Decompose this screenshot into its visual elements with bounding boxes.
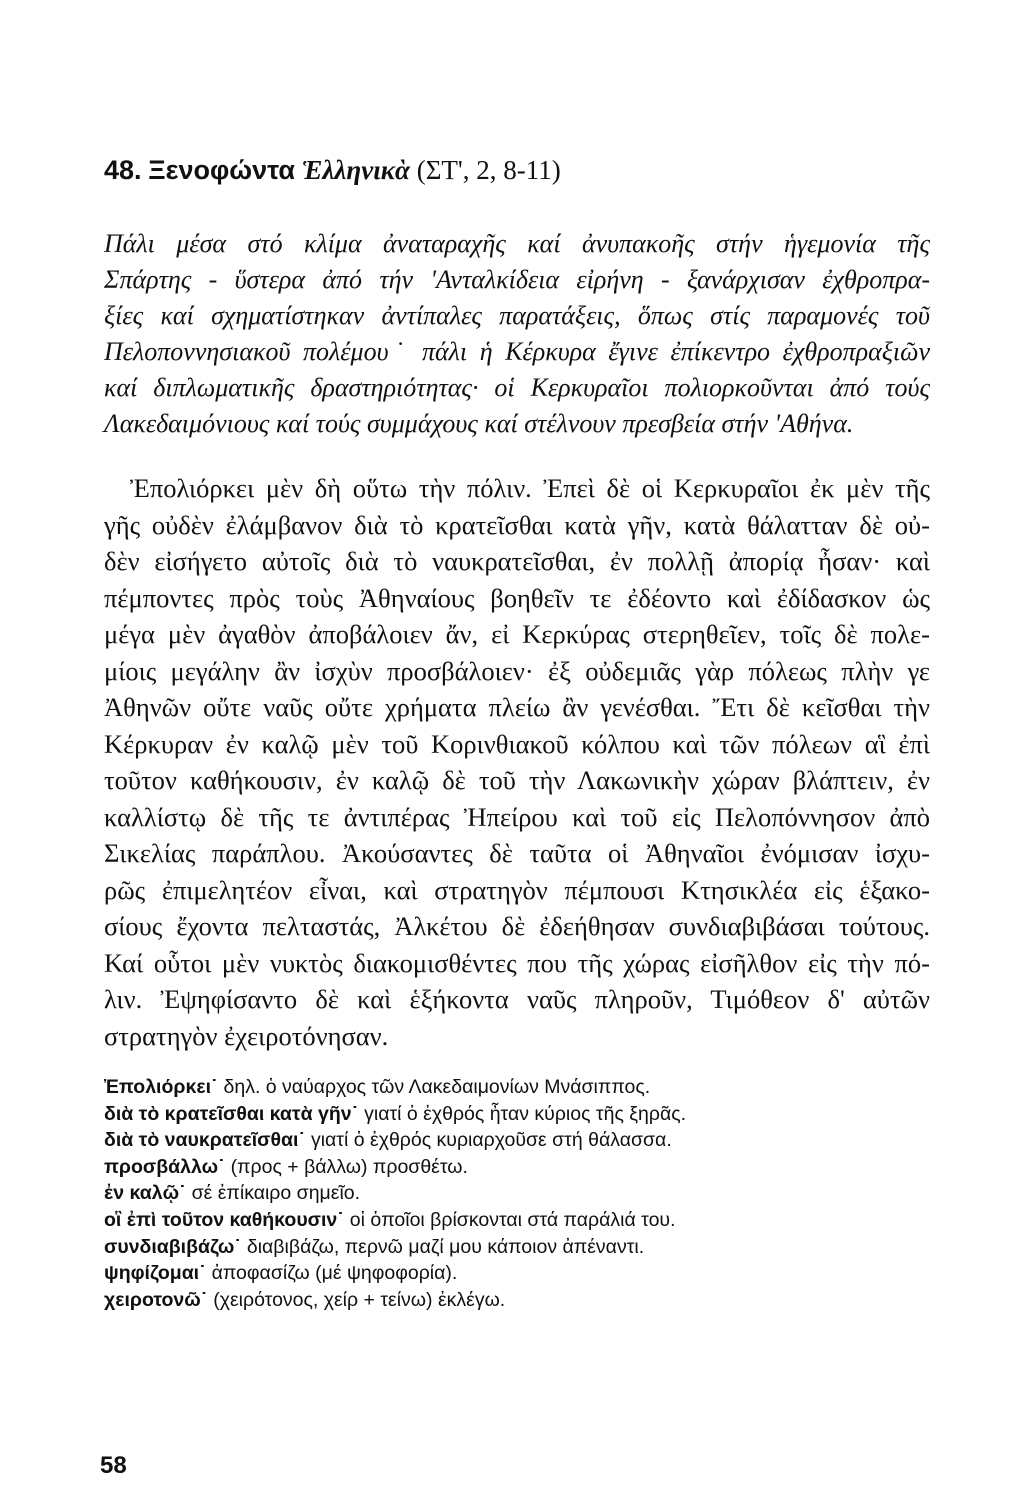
glossary-separator: ˙ <box>200 1288 208 1311</box>
text-line: πέμποντες πρὸς τοὺς Ἀθηναίους βοηθεῖν τε ἐδέοντο καὶ ἐδίδασκον ὡς <box>104 582 930 613</box>
text-line: στρατηγὸν ἐχειροτόνησαν. <box>104 1020 389 1051</box>
glossary-definition: γιατί ὁ ἐχθρός ἦταν κύριος τῆς ξηρᾶς. <box>364 1102 687 1125</box>
glossary-definition: ἀποφασίζω (μέ ψηφοφορία). <box>211 1262 458 1285</box>
text-line: ρῶς ἐπιμελητέον εἶναι, καὶ στρατηγὸν πέμπουσι Κτησικλέα εἰς ἑξακο- <box>104 874 930 905</box>
glossary-definition: γιατί ὁ ἐχθρός κυριαρχοῦσε στή θάλασσα. <box>310 1129 672 1152</box>
text-line: μέγα μὲν ἀγαθὸν ἀποβάλοιεν ἄν, εἰ Κερκύρας στερηθεῖεν, τοῖς δὲ πολε- <box>104 619 930 649</box>
text-line: καλλίστῳ δὲ τῆς τε ἀντιπέρας Ἠπείρου καὶ τοῦ εἰς Πελοπόννησον ἀπὸ <box>104 801 930 832</box>
glossary-entry <box>104 1154 864 1181</box>
glossary-entry <box>104 1101 864 1128</box>
text-line: σίους ἔχοντα πελταστάς, Ἀλκέτου δὲ ἐδεήθησαν συνδιαβιβάσαι τούτους. <box>104 911 930 941</box>
glossary-definition: οἱ ὁποῖοι βρίσκονται στά παράλιά του. <box>349 1208 676 1231</box>
intro-line: Λακεδαιμόνιους καί τούς συμμάχους καί στέλνουν πρεσβεία στήν 'Αθήνα. <box>104 409 854 438</box>
intro-line: Σπάρτης - ὕστερα ἀπό τήν 'Ανταλκίδεια εἰρήνη - ξανάρχισαν ἐχθροπρα- <box>104 265 930 294</box>
intro-line: καί διπλωματικῆς δραστηριότητας· οἱ Κερκυραῖοι πολιορκοῦνται ἀπό τούς <box>104 373 930 402</box>
glossary-term: οἳ ἐπὶ τοῦτον καθήκουσιν <box>104 1208 338 1231</box>
glossary-entry <box>104 1180 864 1207</box>
text-line: Σικελίας παράπλου. Ἀκούσαντες δὲ ταῦτα οἱ Ἀθηναῖοι ἐνόμισαν ἰσχυ- <box>104 838 930 868</box>
section-number: 48. <box>104 155 142 185</box>
glossary-definition: (προς + βάλλω) προσθέτω. <box>230 1155 468 1178</box>
glossary-separator: ˙ <box>298 1129 305 1152</box>
glossary-definition: διαβιβάζω, περνῶ μαζί μου κάποιον ἀπέναντι. <box>246 1235 645 1258</box>
glossary-definition: σέ ἐπίκαιρο σημεῖο. <box>191 1182 361 1205</box>
intro-line: Πελοποννησιακοῦ πολέμου˙ πάλι ἡ Κέρκυρα ἔγινε ἐπίκεντρο ἐχθροπραξιῶν <box>104 337 930 366</box>
glossary-entry <box>104 1207 864 1234</box>
glossary-entry <box>104 1127 864 1154</box>
ancient-text-paragraph <box>104 470 930 1054</box>
glossary-separator: ˙ <box>218 1155 225 1178</box>
glossary-term: διὰ τὸ ναυκρατεῖσθαι <box>104 1129 299 1152</box>
glossary-notes <box>104 1074 864 1313</box>
text-line: γῆς οὐδὲν ἐλάμβανον διὰ τὸ κρατεῖσθαι κατὰ γῆν, κατὰ θάλατταν δὲ οὐ- <box>104 509 930 540</box>
glossary-separator: ˙ <box>199 1262 206 1285</box>
glossary-term: συνδιαβιβάζω <box>104 1235 235 1258</box>
glossary-term: προσβάλλω <box>104 1155 219 1178</box>
glossary-definition: δηλ. ὁ ναύαρχος τῶν Λακεδαιμονίων Μνάσιππος. <box>223 1076 651 1098</box>
glossary-separator: ˙ <box>337 1208 344 1231</box>
glossary-separator: ˙ <box>211 1076 218 1098</box>
text-line: μίοις μεγάλην ἂν ἰσχὺν προσβάλοιεν· ἐξ οὐδεμιᾶς γὰρ πόλεως πλὴν γε <box>104 655 930 686</box>
glossary-entry <box>104 1287 864 1314</box>
glossary-term: Ἐπολιόρκει <box>104 1076 211 1098</box>
glossary-separator: ˙ <box>179 1182 186 1205</box>
text-line: τοῦτον καθήκουσιν, ἐν καλῷ δὲ τοῦ τὴν Λακωνικὴν χώραν βλάπτειν, ἐν <box>104 765 930 795</box>
work-title: Ἑλληνικὰ <box>301 155 410 185</box>
passage-reference: (ΣΤ', 2, 8-11) <box>416 155 561 185</box>
page-number: 58 <box>100 1452 127 1479</box>
glossary-definition: (χειρότονος, χείρ + τείνω) ἐκλέγω. <box>213 1288 506 1311</box>
glossary-entry <box>104 1074 864 1101</box>
text-line: λιν. Ἐψηφίσαντο δὲ καὶ ἑξήκοντα ναῦς πληροῦν, Τιμόθεον δ' αὐτῶν <box>104 984 930 1014</box>
author-name: Ξενοφώντα <box>148 155 296 185</box>
introduction-paragraph <box>104 226 930 442</box>
glossary-term: ἐν καλῷ <box>104 1182 180 1205</box>
text-line: Κέρκυραν ἐν καλῷ μὲν τοῦ Κορινθιακοῦ κόλπου καὶ τῶν πόλεων αἳ ἐπὶ <box>104 728 930 759</box>
glossary-separator: ˙ <box>351 1102 359 1125</box>
intro-line: ξίες καί σχηματίστηκαν ἀντίπαλες παρατάξεις, ὅπως στίς παραμονές τοῦ <box>104 301 930 330</box>
glossary-entry <box>104 1260 864 1287</box>
text-line: δὲν εἰσήγετο αὐτοῖς διὰ τὸ ναυκρατεῖσθαι, ἐν πολλῇ ἀπορίᾳ ἦσαν· καὶ <box>104 546 930 576</box>
section-heading <box>104 150 561 190</box>
glossary-term: χειροτονῶ <box>104 1288 201 1311</box>
glossary-separator: ˙ <box>234 1235 241 1258</box>
glossary-term: διὰ τὸ κρατεῖσθαι κατὰ γῆν <box>104 1102 352 1125</box>
text-line: Ἀθηνῶν οὔτε ναῦς οὔτε χρήματα πλείω ἂν γενέσθαι. Ἔτι δὲ κεῖσθαι τὴν <box>104 692 930 722</box>
glossary-entry <box>104 1234 864 1261</box>
glossary-term: ψηφίζομαι <box>104 1262 200 1285</box>
intro-line: Πάλι μέσα στό κλίμα ἀναταραχῆς καί ἀνυπακοῆς στήν ἡγεμονία τῆς <box>104 229 930 258</box>
text-line: Ἐπολιόρκει μὲν δὴ οὕτω τὴν πόλιν. Ἐπεὶ δὲ οἱ Κερκυραῖοι ἐκ μὲν τῆς <box>130 473 930 503</box>
text-line: Καί οὗτοι μὲν νυκτὸς διακομισθέντες που τῆς χώρας εἰσῆλθον εἰς τὴν πό- <box>104 947 930 978</box>
